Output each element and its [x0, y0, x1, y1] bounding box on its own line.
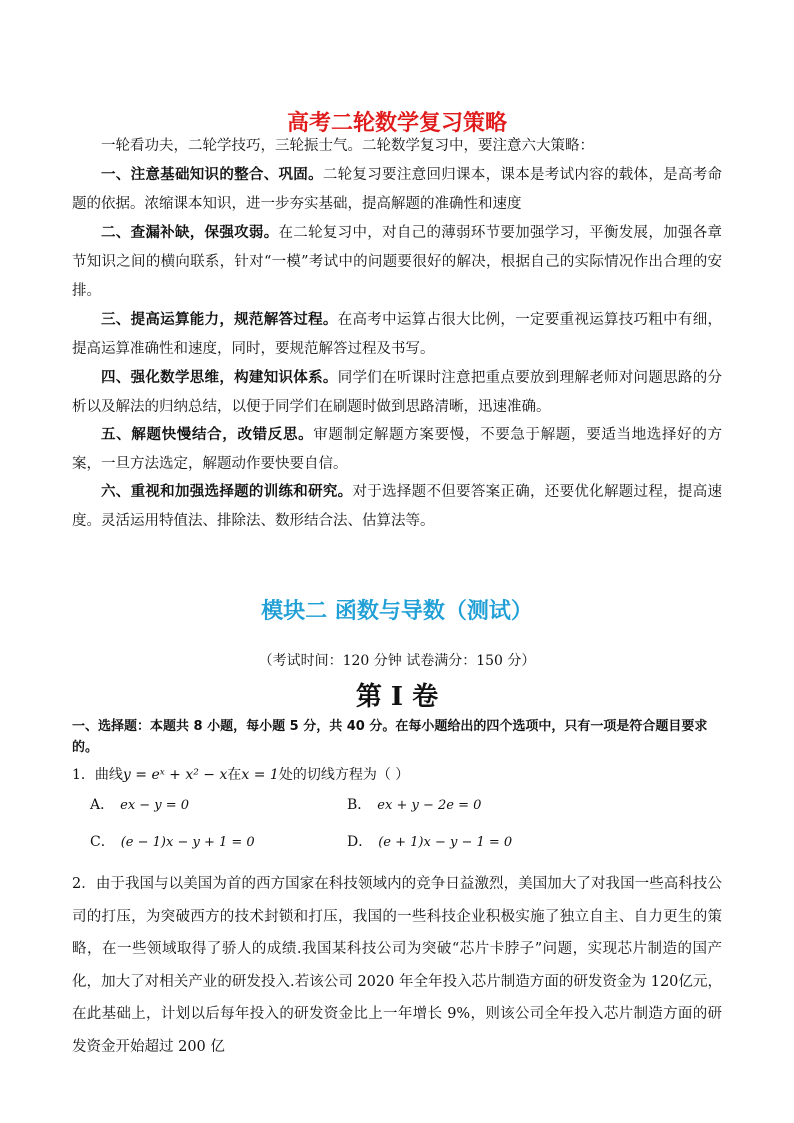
strategy-5-heading: 五、解题快慢结合，改错反思。	[101, 427, 314, 443]
strategy-5-body: 审题制定解题方案要慢，不要急于解题，要适当地选择好的方案，一旦方法选定，解题动作要快要自信。	[72, 427, 723, 472]
question-1-post: 处的切线方程为（ ）	[278, 767, 410, 783]
option-d	[347, 832, 512, 853]
strategy-1-body: 二轮复习要注意回归课本，课本是考试内容的载体，是高考命题的依据。浓缩课本知识，进一步夯实基础，提高解题的准确性和速度	[72, 167, 722, 212]
question-1	[72, 764, 722, 786]
strategy-2-heading: 二、查漏补缺，保强攻弱。	[101, 225, 279, 241]
option-d-text: (e + 1)x − y − 1 = 0	[378, 835, 513, 850]
page-title: 高考二轮数学复习策略	[286, 111, 507, 136]
strategy-3-heading: 三、提高运算能力，规范解答过程。	[101, 312, 338, 328]
strategy-6-heading: 六、重视和加强选择题的训练和研究。	[101, 484, 353, 500]
strategy-4-body: 同学们在听课时注意把重点要放到理解老师对问题思路的分析以及解法的归纳总结，以便于同学们在刷题时做到思路清晰，迅速准确。	[72, 370, 723, 415]
option-d-label: D．	[347, 834, 373, 850]
question-1-formula: y = eˣ + x² − x	[122, 767, 228, 783]
question-1-pre: 曲线	[94, 767, 123, 783]
question-1-mid: 在	[227, 767, 242, 783]
volume-heading: 第 I 卷	[355, 682, 439, 712]
section-heading: 一、选择题：本题共 8 小题，每小题 5 分，共 40 分。在每小题给出的四个选项中，只有一项是符合题目要求的。	[72, 719, 708, 755]
option-b-label: B．	[347, 797, 372, 813]
option-a	[90, 795, 189, 816]
option-c-text: (e − 1)x − y + 1 = 0	[120, 835, 255, 850]
question-1-number: 1．	[72, 767, 95, 783]
strategy-3	[72, 306, 722, 364]
option-b-text: ex + y − 2e = 0	[377, 798, 482, 813]
strategy-4	[72, 364, 722, 422]
option-a-text: ex − y = 0	[120, 798, 190, 813]
strategy-5	[72, 421, 722, 479]
option-c-label: C．	[90, 834, 115, 850]
strategy-1	[72, 161, 722, 219]
strategy-2	[72, 219, 722, 306]
option-c	[90, 832, 255, 853]
module-title: 模块二 函数与导数（测试）	[261, 599, 533, 624]
strategy-6	[72, 478, 722, 536]
strategy-3-body: 在高考中运算占很大比例，一定要重视运算技巧粗中有细，提高运算准确性和速度，同时，要规范解答过程及书写。	[72, 312, 723, 357]
intro-paragraph: 一轮看功夫，二轮学技巧，三轮振士气。二轮数学复习中，要注意六大策略：	[101, 138, 594, 154]
question-1-point: x = 1	[241, 767, 279, 783]
option-a-label: A．	[90, 797, 115, 813]
option-b	[347, 795, 481, 816]
strategy-4-heading: 四、强化数学思维，构建知识体系。	[101, 370, 338, 386]
strategy-2-body: 在二轮复习中，对自己的薄弱环节要加强学习，平衡发展，加强各章节知识之间的横向联系，针对“一模”考试中的问题要很好的解决，根据自己的实际情况作出合理的安排。	[72, 225, 723, 299]
strategy-1-heading: 一、注意基础知识的整合、巩固。	[101, 167, 323, 183]
question-2: 2．由于我国与以美国为首的西方国家在科技领域内的竞争日益激烈，美国加大了对我国一些高科技公司的打压，为突破西方的技术封锁和打压，我国的一些科技企业积极实施了独立自主、自力更生的策略，在一些领域取得了骄人的成绩.我国某科技公司为突破“芯片卡脖子”问题，实现芯片制造的国产化，加大了对相关产业的研发投入.若该公司 2020 年全年投入芯片制造方面的研发资金为 120亿元，在此基础上，计划以后每年投入的研发资金比上一年增长 9%，则该公司全年投入芯片制造方面的研发资金开始超过 200 亿	[72, 876, 722, 1055]
exam-info: （考试时间：120 分钟 试卷满分：150 分）	[258, 653, 536, 669]
strategy-6-body: 对于选择题不但要答案正确，还要优化解题过程，提高速度。灵活运用特值法、排除法、数形结合法、估算法等。	[72, 484, 723, 529]
